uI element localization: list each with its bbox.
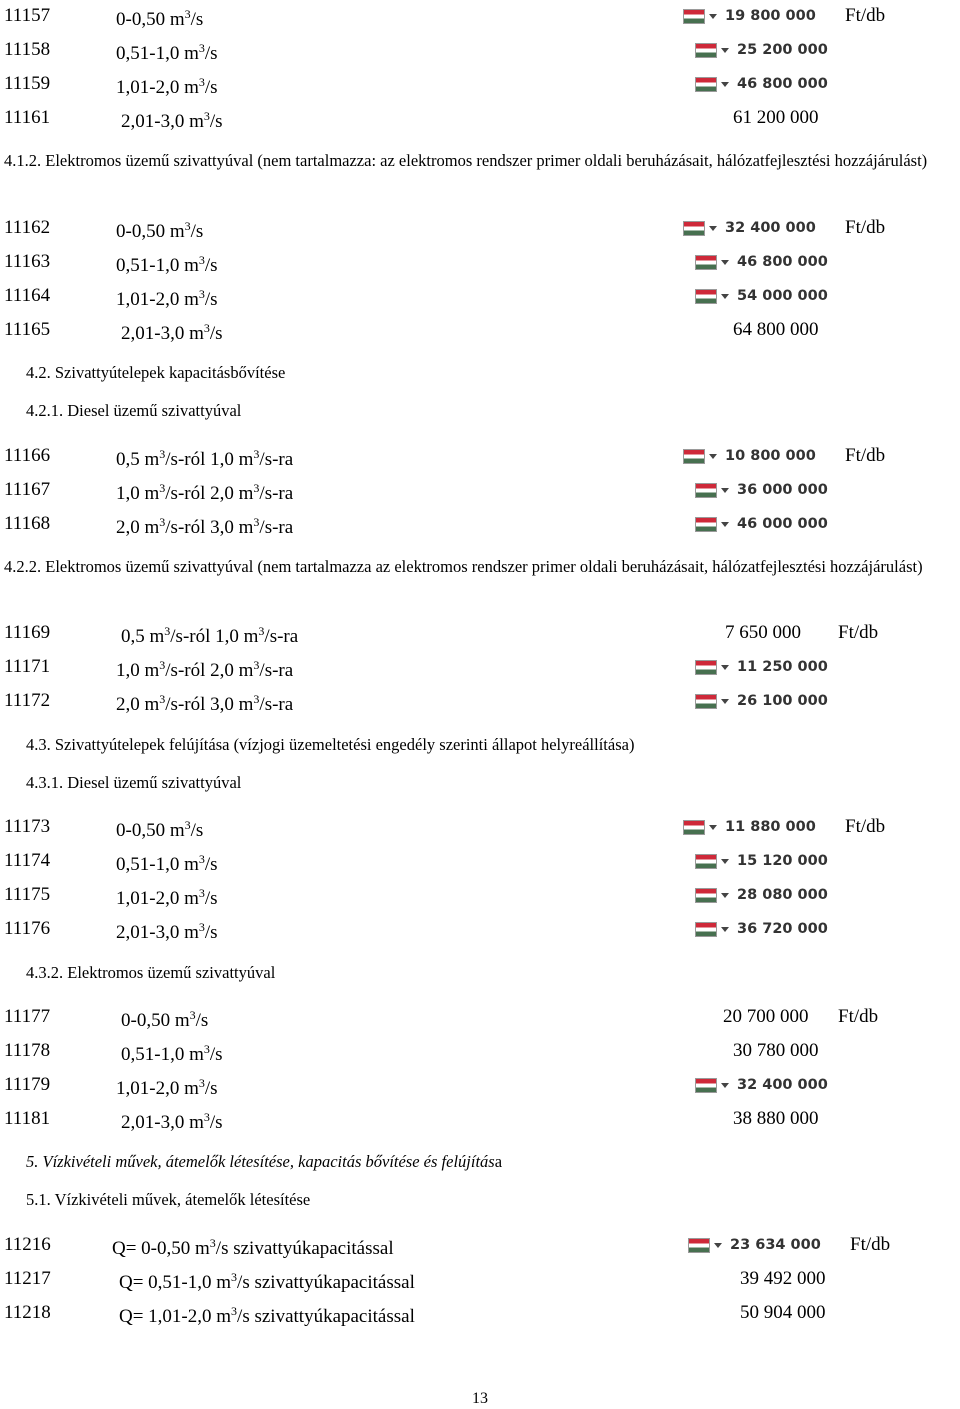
row-description: [116, 43, 218, 65]
superscript: 3: [198, 920, 205, 934]
description-part: /s-ról 3,0 m: [165, 517, 254, 538]
dropdown-caret-icon: [721, 927, 729, 932]
price-dropdown[interactable]: [683, 8, 816, 24]
price-value: 32 400 000: [737, 1077, 828, 1093]
hungary-flag-icon: [695, 854, 717, 869]
description-part: /s: [204, 43, 218, 64]
hungary-flag-icon: [683, 221, 705, 236]
superscript: 3: [231, 1270, 238, 1284]
description-part: 2,01-3,0 m: [116, 922, 199, 943]
superscript: 3: [203, 1042, 210, 1056]
description-part: /s-ról 2,0 m: [165, 660, 254, 681]
heading-4-3-1: 4.3.1. Diesel üzemű szivattyúval: [26, 773, 242, 792]
superscript: 3: [209, 1236, 216, 1250]
description-part: /s: [190, 221, 204, 242]
price-value: 36 720 000: [737, 921, 828, 937]
row-description: [116, 517, 293, 539]
price-value: 39 492 000: [740, 1268, 826, 1289]
description-part: /s-ra: [259, 483, 294, 504]
superscript: 3: [159, 692, 166, 706]
superscript: 3: [198, 253, 205, 267]
description-part: 0,51-1,0 m: [116, 854, 199, 875]
price-value: 64 800 000: [733, 319, 819, 340]
description-part: 0-0,50 m: [116, 9, 185, 30]
price-value: 32 400 000: [725, 220, 816, 236]
superscript: 3: [164, 624, 171, 638]
price-dropdown[interactable]: [683, 448, 816, 464]
description-part: 0-0,50 m: [116, 820, 185, 841]
dropdown-caret-icon: [709, 14, 717, 19]
superscript: 3: [198, 1076, 205, 1090]
price-dropdown[interactable]: [695, 42, 828, 58]
row-code: 11164: [4, 285, 51, 306]
description-part: /s: [209, 1044, 223, 1065]
row-description: [116, 9, 203, 31]
heading-4-2: 4.2. Szivattyútelepek kapacitásbővítése: [26, 363, 286, 382]
price-dropdown[interactable]: [695, 887, 828, 903]
price-value: 36 000 000: [737, 482, 828, 498]
superscript: 3: [253, 447, 260, 461]
dropdown-caret-icon: [721, 522, 729, 527]
heading-4-3-2: 4.3.2. Elektromos üzemű szivattyúval: [26, 963, 276, 982]
hungary-flag-icon: [683, 449, 705, 464]
price-value: 54 000 000: [737, 288, 828, 304]
row-code: 11176: [4, 918, 51, 939]
price-value: 28 080 000: [737, 887, 828, 903]
price-value: 26 100 000: [737, 693, 828, 709]
row-description: [116, 694, 293, 716]
heading-5-1: 5.1. Vízkivételi művek, átemelők létesítése: [26, 1190, 311, 1209]
description-part: /s-ról 3,0 m: [165, 694, 254, 715]
superscript: 3: [231, 1304, 238, 1318]
description-part: /s: [209, 1112, 223, 1133]
row-code: 11216: [4, 1234, 51, 1255]
row-code: 11163: [4, 251, 51, 272]
row-code: 11157: [4, 5, 51, 26]
dropdown-caret-icon: [721, 294, 729, 299]
description-part: 2,0 m: [116, 517, 160, 538]
price-unit: Ft/db: [838, 622, 879, 643]
description-part: /s-ra: [259, 449, 294, 470]
dropdown-caret-icon: [721, 699, 729, 704]
description-part: /s szivattyúkapacitással: [215, 1238, 394, 1259]
dropdown-caret-icon: [721, 48, 729, 53]
superscript: 3: [198, 75, 205, 89]
row-description: [116, 449, 293, 471]
dropdown-caret-icon: [721, 82, 729, 87]
row-code: 11174: [4, 850, 51, 871]
price-unit: Ft/db: [845, 217, 886, 238]
description-part: 0,51-1,0 m: [121, 1044, 204, 1065]
superscript: 3: [253, 692, 260, 706]
dropdown-caret-icon: [721, 1083, 729, 1088]
hungary-flag-icon: [695, 77, 717, 92]
price-value: 11 250 000: [737, 659, 828, 675]
description-part: 1,01-2,0 m: [116, 888, 199, 909]
description-part: 2,01-3,0 m: [121, 1112, 204, 1133]
description-part: /s: [204, 854, 218, 875]
description-part: /s: [209, 323, 223, 344]
row-code: 11217: [4, 1268, 51, 1289]
row-code: 11173: [4, 816, 51, 837]
superscript: 3: [203, 1110, 210, 1124]
price-dropdown[interactable]: [695, 254, 828, 270]
description-part: /s-ra: [264, 626, 299, 647]
price-value: 15 120 000: [737, 853, 828, 869]
description-part: /s-ra: [259, 694, 294, 715]
description-part: /s-ról 2,0 m: [165, 483, 254, 504]
superscript: 3: [198, 886, 205, 900]
description-part: /s: [204, 888, 218, 909]
row-code: 11168: [4, 513, 51, 534]
heading-5-italic: 5. Vízkivételi művek, átemelők létesítése, kapacitás bővítése és felújítás: [26, 1152, 495, 1171]
hungary-flag-icon: [695, 922, 717, 937]
superscript: 3: [198, 287, 205, 301]
price-value: 19 800 000: [725, 8, 816, 24]
hungary-flag-icon: [683, 820, 705, 835]
price-unit: Ft/db: [850, 1234, 891, 1255]
heading-4-3: 4.3. Szivattyútelepek felújítása (vízjogi üzemeltetési engedély szerinti állapot helyreállítása): [26, 735, 635, 754]
price-value: 11 880 000: [725, 819, 816, 835]
dropdown-caret-icon: [721, 859, 729, 864]
row-description: [116, 77, 218, 99]
dropdown-caret-icon: [721, 260, 729, 265]
description-part: 1,0 m: [116, 483, 160, 504]
hungary-flag-icon: [683, 9, 705, 24]
row-description: [116, 660, 293, 682]
price-value: 10 800 000: [725, 448, 816, 464]
superscript: 3: [198, 852, 205, 866]
heading-5-tail: a: [494, 1152, 503, 1171]
dropdown-caret-icon: [721, 665, 729, 670]
price-value: 46 000 000: [737, 516, 828, 532]
price-dropdown[interactable]: [695, 482, 828, 498]
description-part: 1,01-2,0 m: [116, 1078, 199, 1099]
hungary-flag-icon: [695, 660, 717, 675]
row-code: 11159: [4, 73, 51, 94]
heading-5: [26, 1151, 502, 1173]
row-description: [116, 483, 293, 505]
hungary-flag-icon: [695, 1078, 717, 1093]
heading-4-2-2: 4.2.2. Elektromos üzemű szivattyúval (nem tartalmazza az elektromos rendszer primer oldali beruházásait, hálózatfejlesztési hozzájárulást): [4, 557, 923, 576]
row-description: [121, 323, 223, 345]
heading-4-2-1: 4.2.1. Diesel üzemű szivattyúval: [26, 401, 242, 420]
hungary-flag-icon: [688, 1238, 710, 1253]
page-number: 13: [472, 1390, 488, 1407]
price-value: 61 200 000: [733, 107, 819, 128]
description-part: /s-ra: [259, 660, 294, 681]
description-part: 2,01-3,0 m: [121, 323, 204, 344]
hungary-flag-icon: [695, 694, 717, 709]
description-part: /s: [204, 922, 218, 943]
dropdown-caret-icon: [714, 1243, 722, 1248]
price-value: 25 200 000: [737, 42, 828, 58]
price-dropdown[interactable]: [695, 853, 828, 869]
superscript: 3: [203, 109, 210, 123]
row-description: [121, 1044, 223, 1066]
price-dropdown[interactable]: [695, 516, 828, 532]
superscript: 3: [159, 481, 166, 495]
description-part: /s: [190, 820, 204, 841]
superscript: 3: [253, 658, 260, 672]
price-value: 38 880 000: [733, 1108, 819, 1129]
description-part: /s szivattyúkapacitással: [237, 1272, 415, 1293]
row-description: [116, 1078, 218, 1100]
superscript: 3: [159, 447, 166, 461]
description-part: Q= 0,51-1,0 m: [119, 1272, 232, 1293]
price-unit: Ft/db: [845, 816, 886, 837]
price-unit: Ft/db: [845, 5, 886, 26]
description-part: /s: [195, 1010, 209, 1031]
description-part: Q= 1,01-2,0 m: [119, 1306, 232, 1327]
description-part: /s szivattyúkapacitással: [237, 1306, 415, 1327]
description-part: 1,01-2,0 m: [116, 77, 199, 98]
row-code: 11166: [4, 445, 51, 466]
row-description: [116, 922, 218, 944]
row-code: 11162: [4, 217, 51, 238]
row-code: 11175: [4, 884, 51, 905]
description-part: 0-0,50 m: [116, 221, 185, 242]
row-code: 11181: [4, 1108, 51, 1129]
price-dropdown[interactable]: [695, 76, 828, 92]
description-part: /s: [209, 111, 223, 132]
row-code: 11178: [4, 1040, 51, 1061]
description-part: /s: [204, 77, 218, 98]
description-part: 1,01-2,0 m: [116, 289, 199, 310]
dropdown-caret-icon: [709, 825, 717, 830]
hungary-flag-icon: [695, 43, 717, 58]
description-part: 2,01-3,0 m: [121, 111, 204, 132]
superscript: 3: [253, 515, 260, 529]
row-description: [121, 1010, 208, 1032]
price-value: 20 700 000: [723, 1006, 809, 1027]
description-part: /s-ról 1,0 m: [170, 626, 259, 647]
superscript: 3: [184, 818, 191, 832]
row-description: [116, 289, 218, 311]
dropdown-caret-icon: [721, 488, 729, 493]
hungary-flag-icon: [695, 888, 717, 903]
dropdown-caret-icon: [709, 454, 717, 459]
price-dropdown[interactable]: [695, 693, 828, 709]
row-code: 11179: [4, 1074, 51, 1095]
superscript: 3: [258, 624, 265, 638]
price-unit: Ft/db: [838, 1006, 879, 1027]
row-description: [121, 111, 223, 133]
superscript: 3: [253, 481, 260, 495]
row-description: [119, 1306, 415, 1328]
description-part: /s: [204, 255, 218, 276]
row-code: 11165: [4, 319, 51, 340]
superscript: 3: [159, 515, 166, 529]
description-part: /s: [204, 289, 218, 310]
dropdown-caret-icon: [721, 893, 729, 898]
superscript: 3: [203, 321, 210, 335]
description-part: 0,5 m: [116, 449, 160, 470]
price-dropdown[interactable]: [695, 1077, 828, 1093]
superscript: 3: [184, 7, 191, 21]
superscript: 3: [189, 1008, 196, 1022]
hungary-flag-icon: [695, 517, 717, 532]
description-part: 2,0 m: [116, 694, 160, 715]
row-description: [116, 854, 218, 876]
description-part: 0,5 m: [121, 626, 165, 647]
price-dropdown[interactable]: [688, 1237, 821, 1253]
row-description: [121, 626, 298, 648]
description-part: 0,51-1,0 m: [116, 43, 199, 64]
row-code: 11169: [4, 622, 51, 643]
superscript: 3: [198, 41, 205, 55]
price-unit: Ft/db: [845, 445, 886, 466]
hungary-flag-icon: [695, 289, 717, 304]
row-code: 11161: [4, 107, 51, 128]
description-part: /s: [190, 9, 204, 30]
row-description: [116, 888, 218, 910]
description-part: /s: [204, 1078, 218, 1099]
price-value: 23 634 000: [730, 1237, 821, 1253]
heading-4-1-2: 4.1.2. Elektromos üzemű szivattyúval (nem tartalmazza: az elektromos rendszer primer oldali beruházásait, hálózatfejlesztési hozzájárulást): [4, 151, 928, 170]
price-value: 46 800 000: [737, 254, 828, 270]
row-description: [121, 1112, 223, 1134]
hungary-flag-icon: [695, 483, 717, 498]
description-part: 0-0,50 m: [121, 1010, 190, 1031]
price-dropdown[interactable]: [695, 288, 828, 304]
price-value: 7 650 000: [725, 622, 801, 643]
price-dropdown[interactable]: [695, 921, 828, 937]
row-code: 11167: [4, 479, 51, 500]
hungary-flag-icon: [695, 255, 717, 270]
row-code: 11218: [4, 1302, 51, 1323]
price-value: 50 904 000: [740, 1302, 826, 1323]
description-part: Q= 0-0,50 m: [112, 1238, 210, 1259]
price-dropdown[interactable]: [683, 819, 816, 835]
price-value: 30 780 000: [733, 1040, 819, 1061]
row-code: 11172: [4, 690, 51, 711]
row-description: [116, 221, 203, 243]
row-description: [116, 820, 203, 842]
dropdown-caret-icon: [709, 226, 717, 231]
row-code: 11177: [4, 1006, 51, 1027]
row-description: [112, 1238, 394, 1260]
row-description: [116, 255, 218, 277]
description-part: 1,0 m: [116, 660, 160, 681]
row-code: 11158: [4, 39, 51, 60]
description-part: /s-ra: [259, 517, 294, 538]
description-part: 0,51-1,0 m: [116, 255, 199, 276]
description-part: /s-ról 1,0 m: [165, 449, 254, 470]
superscript: 3: [159, 658, 166, 672]
price-dropdown[interactable]: [683, 220, 816, 236]
price-value: 46 800 000: [737, 76, 828, 92]
row-description: [119, 1272, 415, 1294]
row-code: 11171: [4, 656, 51, 677]
superscript: 3: [184, 219, 191, 233]
price-dropdown[interactable]: [695, 659, 828, 675]
